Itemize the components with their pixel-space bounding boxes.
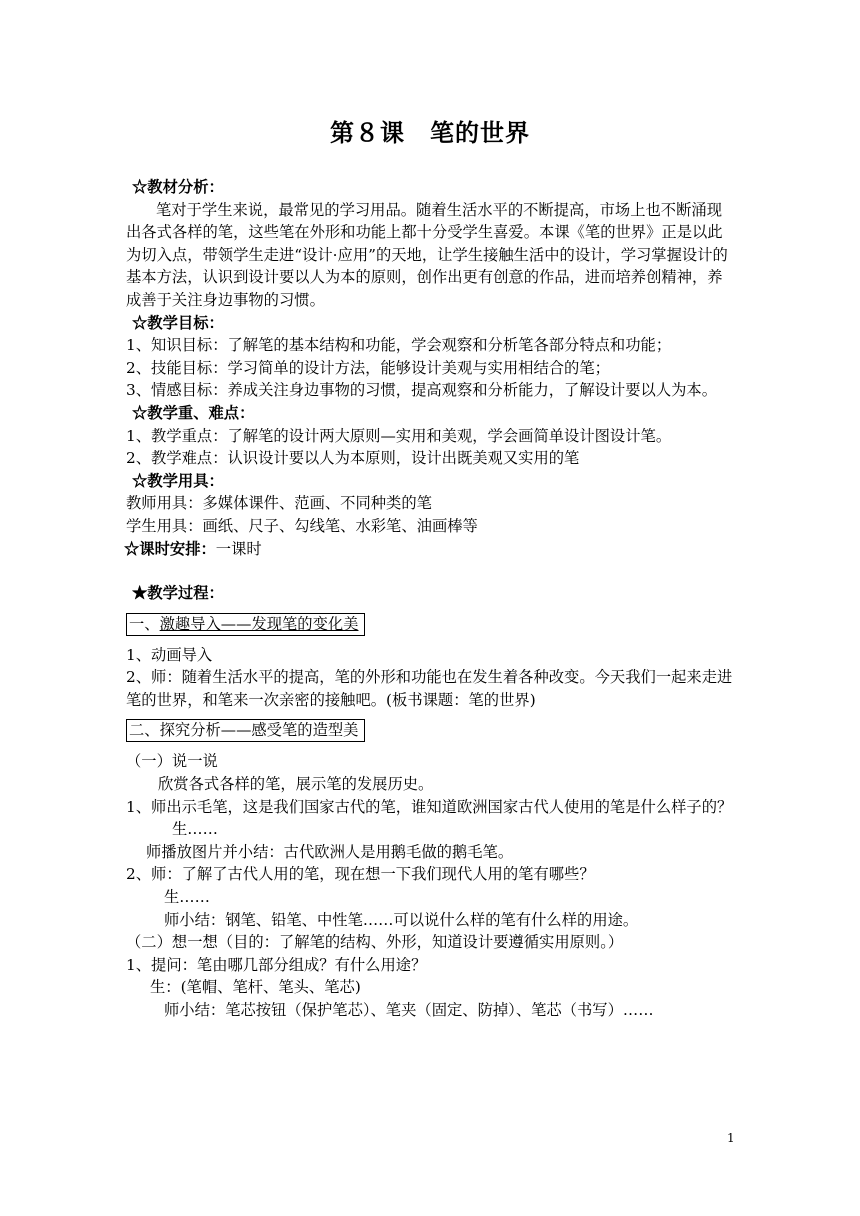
part2-sub1-intro: 欣赏各式各样的笔，展示笔的发展历史。 [158,775,434,794]
part2-sub2: （二）想一想（目的：了解笔的结构、外形，知道设计要遵循实用原则。） [126,933,624,952]
schedule-value: 一课时 [215,539,262,558]
part2-q3-summary: 师小结：笔芯按钮（保护笔芯）、笔夹（固定、防掉）、笔芯（书写）…… [164,1001,654,1019]
part1-title: 激趣导入——发现笔的变化美 [159,614,359,633]
part2-q3-student: 生：(笔帽、笔杆、笔头、笔芯) [150,978,361,997]
part2-q1-summary: 师播放图片并小结：古代欧洲人是用鹅毛做的鹅毛笔。 [146,842,514,861]
goal-item: 1、知识目标：了解笔的基本结构和功能，学会观察和分析笔各部分特点和功能； [126,336,672,355]
part1-line: 2、师：随着生活水平的提高，笔的外形和功能也在发生着各种改变。今天我们一起来走进笔的世界，和笔来一次亲密的接触吧。(板书课题：笔的世界) [126,668,733,709]
part2-q3: 1、提问：笔由哪几部分组成？有什么用途？ [126,955,427,974]
key-point-item: 1、教学重点：了解笔的设计两大原则—实用和美观，学会画简单设计图设计笔。 [126,426,672,445]
goal-item: 3、情感目标：养成关注身边事物的习惯，提高观察和分析能力，了解设计要以人为本。 [126,381,718,400]
part2-q1: 1、师出示毛笔，这是我们国家古代的笔，谁知道欧洲国家古代人使用的笔是什么样子的？ [126,797,733,816]
part2-q2-student: 生…… [164,888,210,907]
part2-box: 二、探究分析——感受笔的造型美 [126,719,365,742]
goal-item: 2、技能目标：学习简单的设计方法，能够设计美观与实用相结合的笔； [126,358,610,377]
part1-line: 1、动画导入 [126,645,213,664]
key-points-heading: ☆教学重、难点： [132,403,255,422]
goals-heading: ☆教学目标： [132,313,224,332]
process-heading: ★教学过程： [132,584,224,603]
part2-q2: 2、师：了解了古代人用的笔，现在想一下我们现代人用的笔有哪些？ [126,865,595,884]
schedule-line [124,538,736,561]
tool-item: 学生用具：画纸、尺子、勾线笔、水彩笔、油画棒等 [126,516,478,535]
part2-box-line [126,719,736,742]
document-body [126,176,736,1022]
key-point-item: 2、教学难点：认识设计要以人为本原则，设计出既美观又实用的笔 [126,449,580,468]
part1-box-line [126,613,736,636]
page-number: 1 [727,1131,735,1145]
part2-q2-summary: 师小结：钢笔、铅笔、中性笔……可以说什么样的笔有什么样的用途。 [164,910,639,929]
analysis-heading: ☆教材分析： [132,178,224,196]
part1-prefix: 一、 [129,614,160,633]
schedule-label: ☆课时安排： [124,539,216,558]
part2-q1-student: 生…… [172,820,218,839]
part2-sub1: （一）说一说 [126,752,218,771]
page-title: 第８课 笔的世界 [330,118,530,147]
tools-heading: ☆教学用具： [132,471,224,490]
part1-box [126,613,365,636]
analysis-text: 笔对于学生来说，最常见的学习用品。随着生活水平的不断提高，市场上也不断涌现出各式各样的笔，这些笔在外形和功能上都十分受学生喜爱。本课《笔的世界》正是以此为切入点，带领学生走进“设计·应用”的天地，让学生接触生活中的设计，学习掌握设计的基本方法，认识到设计要以人为本的原则，创作出更有创意的作品，进而培养创精神，养成善于关注身边事物的习惯。 [126,200,728,309]
tool-item: 教师用具：多媒体课件、范画、不同种类的笔 [126,494,432,513]
